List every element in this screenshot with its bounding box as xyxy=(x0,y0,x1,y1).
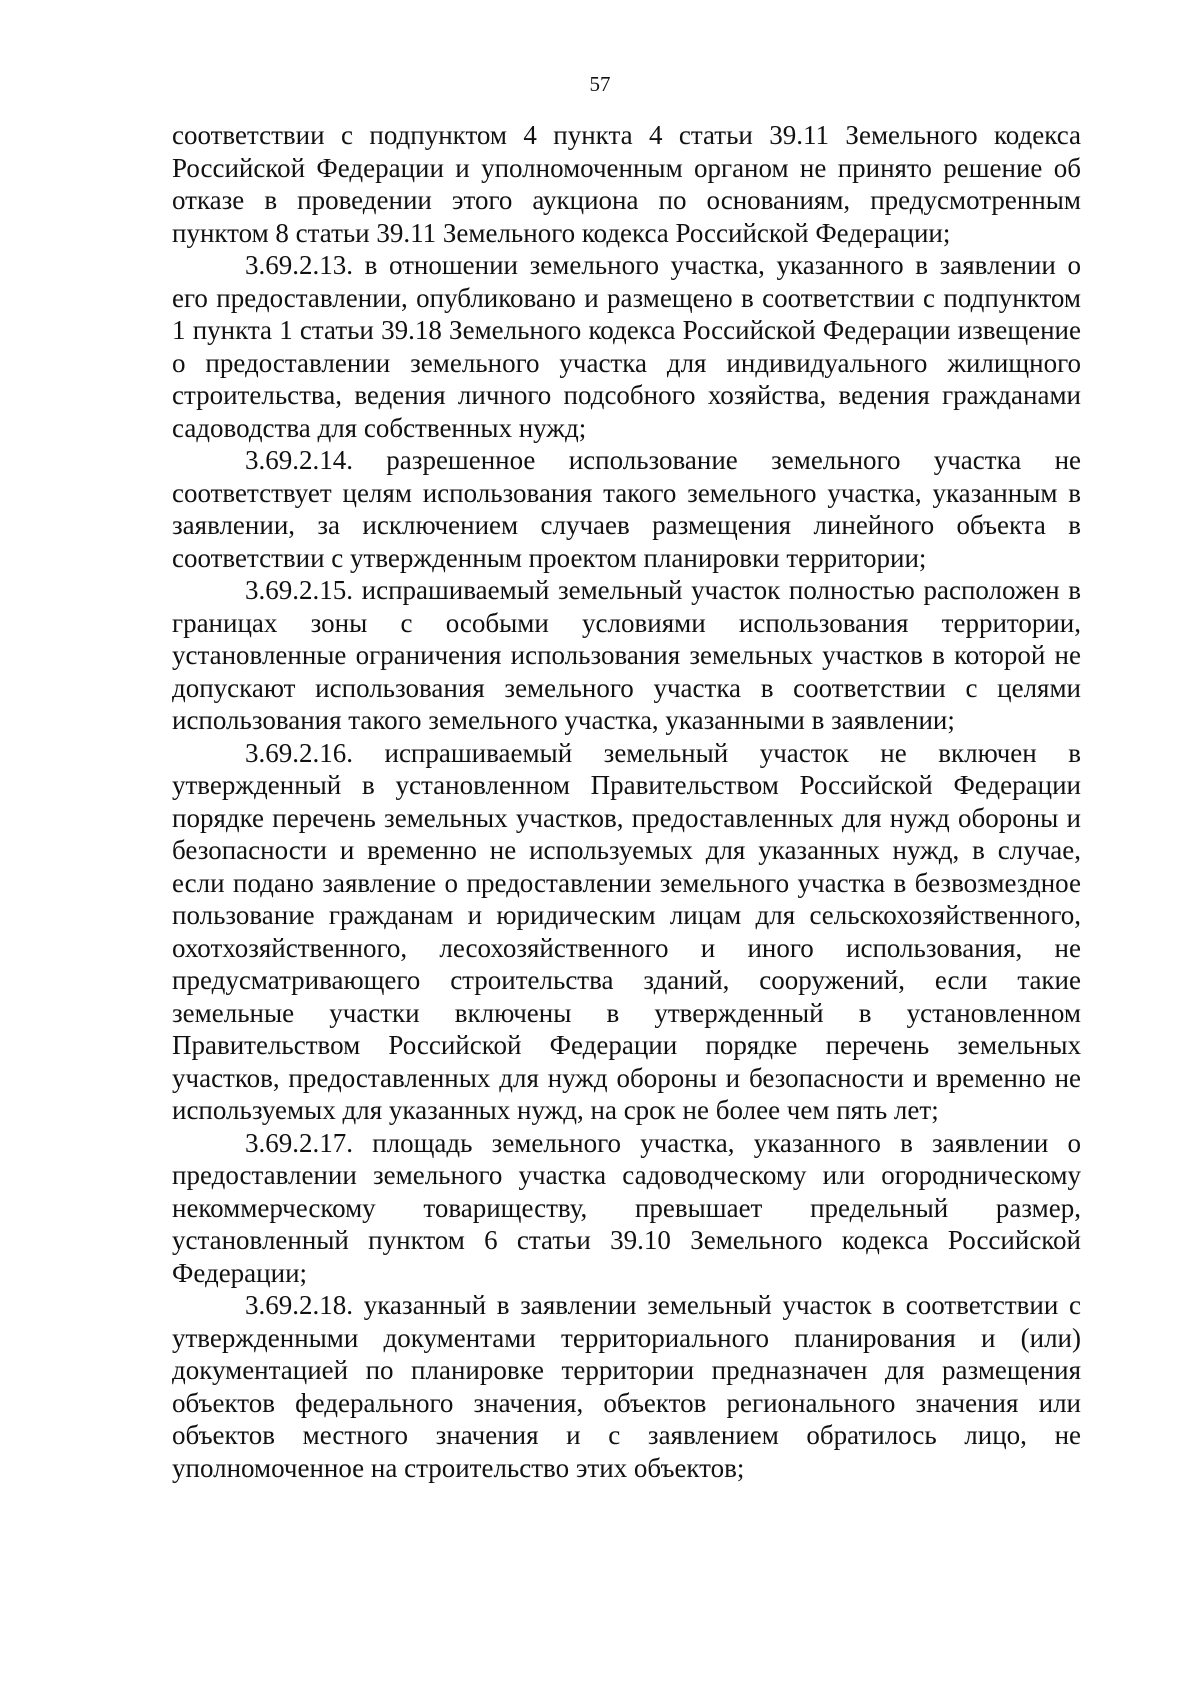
paragraph-continuation: соответствии с подпунктом 4 пункта 4 статьи 39.11 Земельного кодекса Российской Федерации и уполномоченным органом не принято решение об отказе в проведении этого аукциона по основаниям, предусмотренным пунктом 8 статьи 39.11 Земельного кодекса Российской Федерации; xyxy=(172,120,1081,248)
paragraph-3-69-2-18: 3.69.2.18. указанный в заявлении земельный участок в соответствии с утвержденными документами территориального планирования и (или) документацией по планировке территории предназначен для размещения объектов федерального значения, объектов регионального значения или объектов местного значения и с заявлением обратилось лицо, не уполномоченное на строительство этих объектов; xyxy=(172,1290,1081,1483)
document-body xyxy=(172,119,1081,1484)
paragraph-3-69-2-14: 3.69.2.14. разрешенное использование земельного участка не соответствует целям использования такого земельного участка, указанным в заявлении, за исключением случаев размещения линейного объекта в соответствии с утвержденным проектом планировки территории; xyxy=(172,445,1081,573)
page-number: 57 xyxy=(589,72,611,96)
paragraph-3-69-2-17: 3.69.2.17. площадь земельного участка, указанного в заявлении о предоставлении земельного участка садоводческому или огородническому некоммерческому товариществу, превышает предельный размер, установленный пунктом 6 статьи 39.10 Земельного кодекса Российской Федерации; xyxy=(172,1127,1081,1288)
paragraph-3-69-2-15: 3.69.2.15. испрашиваемый земельный участок полностью расположен в границах зоны с особыми условиями использования территории, установленные ограничения использования земельных участков в которой не допускают использования земельного участка в соответствии с целями использования такого земельного участка, указанными в заявлении; xyxy=(172,575,1081,735)
paragraph-3-69-2-16: 3.69.2.16. испрашиваемый земельный участок не включен в утвержденный в установленном Правительством Российской Федерации порядке перечень земельных участков, предоставленных для нужд обороны и безопасности и временно не используемых для указанных нужд, в случае, если подано заявление о предоставлении земельного участка в безвозмездное пользование гражданам и юридическим лицам для сельскохозяйственного, охотхозяйственного, лесохозяйственного и иного использования, не предусматривающего строительства зданий, сооружений, если такие земельные участки включены в утвержденный в установленном Правительством Российской Федерации порядке перечень земельных участков, предоставленных для нужд обороны и безопасности и временно не используемых для указанных нужд, на срок не более чем пять лет; xyxy=(172,737,1081,1125)
paragraph-3-69-2-13: 3.69.2.13. в отношении земельного участка, указанного в заявлении о его предоставлении, опубликовано и размещено в соответствии с подпунктом 1 пункта 1 статьи 39.18 Земельного кодекса Российской Федерации извещение о предоставлении земельного участка для индивидуального жилищного строительства, ведения личного подсобного хозяйства, ведения гражданами садоводства для собственных нужд; xyxy=(172,250,1081,443)
